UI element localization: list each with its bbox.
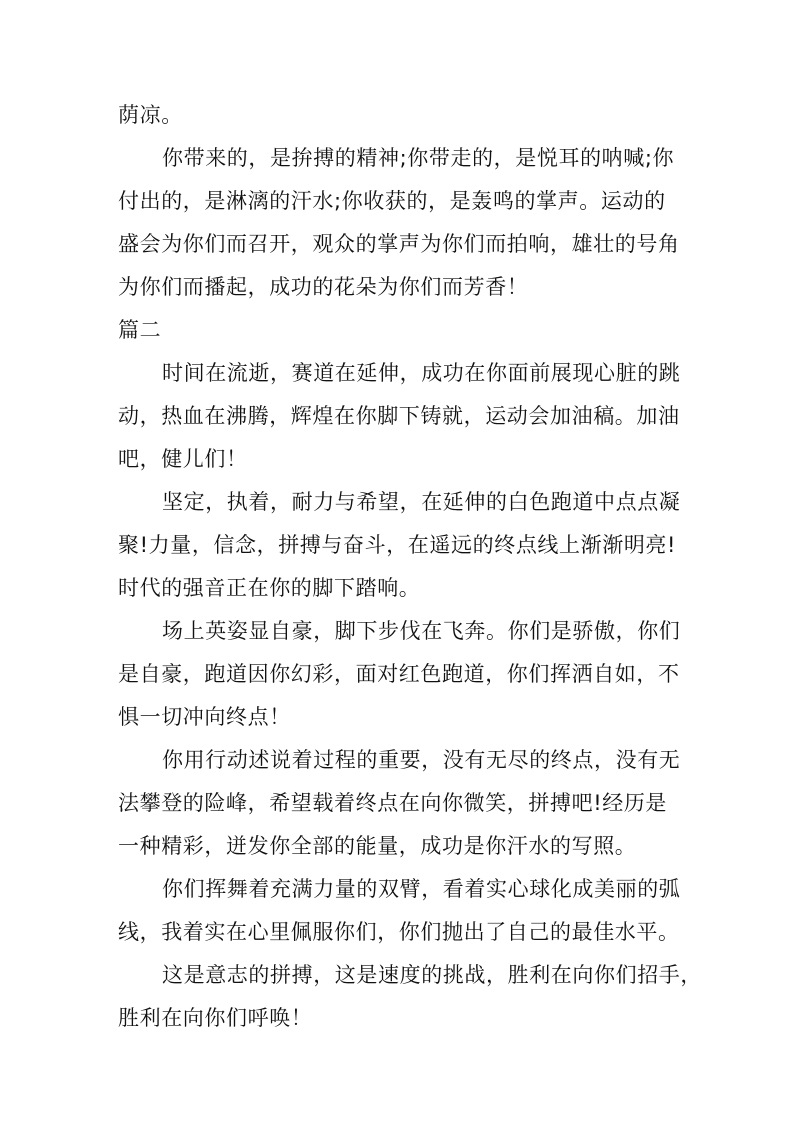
paragraph-first-line: 你们挥舞着充满力量的双臂，看着实心球化成美丽的弧 — [162, 877, 681, 901]
text-line: 聚!力量，信念，拼搏与奋斗，在遥远的终点线上渐渐明亮! — [118, 533, 677, 557]
text-line: 时代的强音正在你的脚下踏响。 — [118, 576, 421, 600]
text-line: 胜利在向你们呼唤！ — [118, 1006, 313, 1030]
paragraph-first-line: 这是意志的拼搏，这是速度的挑战，胜利在向你们招手， — [162, 963, 702, 987]
text-line: 荫凉。 — [118, 103, 183, 127]
document-page — [118, 94, 702, 1040]
text-line: 为你们而播起，成功的花朵为你们而芳香！ — [118, 275, 529, 299]
text-line: 法攀登的险峰，希望载着终点在向你微笑，拼搏吧!经历是 — [118, 791, 668, 815]
text-line: 动，热血在沸腾，辉煌在你脚下铸就，运动会加油稿。加油 — [118, 404, 680, 428]
paragraph-first-line: 你带来的，是拚搏的精神;你带走的，是悦耳的呐喊;你 — [162, 146, 675, 170]
text-line: 付出的，是淋漓的汗水;你收获的，是轰鸣的掌声。运动的 — [118, 189, 666, 213]
paragraph-first-line: 场上英姿显自豪，脚下步伐在飞奔。你们是骄傲，你们 — [162, 619, 681, 643]
text-line: 是自豪，跑道因你幻彩，面对红色跑道，你们挥洒自如，不 — [118, 662, 680, 686]
text-line: 惧一切冲向终点！ — [118, 705, 291, 729]
section-heading: 篇二 — [118, 318, 162, 342]
text-line: 吧，健儿们！ — [118, 447, 248, 471]
text-line: 盛会为你们而召开，观众的掌声为你们而拍响，雄壮的号角 — [118, 232, 680, 256]
paragraph-first-line: 坚定，执着，耐力与希望，在延伸的白色跑道中点点凝 — [162, 490, 681, 514]
paragraph-first-line: 你用行动述说着过程的重要，没有无尽的终点，没有无 — [162, 748, 681, 772]
text-line: 一种精彩，迸发你全部的能量，成功是你汗水的写照。 — [118, 834, 637, 858]
text-line: 线，我着实在心里佩服你们，你们抛出了自己的最佳水平。 — [118, 920, 680, 944]
paragraph-first-line: 时间在流逝，赛道在延伸，成功在你面前展现心脏的跳 — [162, 361, 681, 385]
